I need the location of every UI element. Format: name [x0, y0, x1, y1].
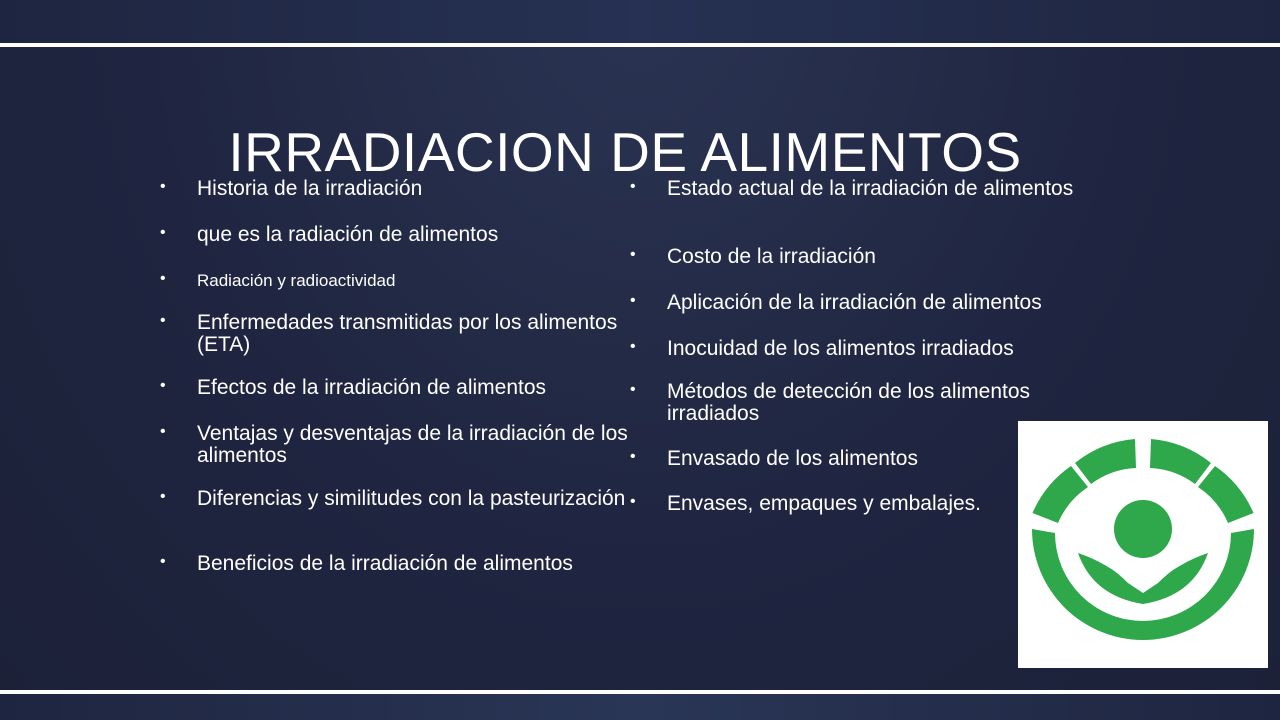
- bullet-icon: •: [630, 493, 636, 510]
- list-item: • Efectos de la irradiación de alimentos: [160, 376, 547, 399]
- list-item: • Radiación y radioactividad: [160, 270, 396, 290]
- bullet-icon: •: [160, 178, 166, 195]
- slide-title: IRRADIACION DE ALIMENTOS: [228, 120, 1022, 183]
- left-bullet-list: [160, 178, 630, 575]
- list-item: • Métodos de detección de los alimentos irradiados: [630, 380, 1031, 425]
- bullet-icon: •: [630, 338, 636, 355]
- list-item: • Historia de la irradiación: [160, 177, 423, 200]
- bullet-icon: •: [630, 292, 636, 309]
- list-item: • Costo de la irradiación: [630, 245, 876, 268]
- bullet-icon: •: [160, 377, 166, 394]
- bullet-icon: •: [160, 224, 166, 241]
- bullet-icon: •: [630, 381, 636, 398]
- bullet-icon: •: [160, 270, 166, 287]
- list-item: • Estado actual de la irradiación de alimentos: [630, 177, 1074, 200]
- list-item: • que es la radiación de alimentos: [160, 223, 499, 246]
- bullet-icon: •: [160, 312, 166, 329]
- bottom-band: [0, 694, 1280, 720]
- list-item: • Envasado de los alimentos: [630, 447, 918, 470]
- bullet-icon: •: [160, 488, 166, 505]
- top-rule: [0, 43, 1280, 47]
- bullet-icon: •: [630, 246, 636, 263]
- list-item: • Aplicación de la irradiación de alimentos: [630, 291, 1042, 314]
- list-item: • Diferencias y similitudes con la pasteurización: [160, 487, 626, 510]
- radura-icon: [1018, 421, 1268, 668]
- bullet-icon: •: [160, 553, 166, 570]
- radura-logo: [1018, 421, 1268, 668]
- list-item: • Envases, empaques y embalajes.: [630, 492, 982, 515]
- top-band: [0, 0, 1280, 44]
- list-item: • Beneficios de la irradiación de alimentos: [160, 552, 573, 575]
- list-item: • Ventajas y desventajas de la irradiación de los alimentos: [160, 422, 628, 467]
- bullet-icon: •: [630, 178, 636, 195]
- list-item: • Enfermedades transmitidas por los alimentos (ETA): [160, 311, 618, 356]
- bullet-icon: •: [630, 448, 636, 465]
- bullet-icon: •: [160, 423, 166, 440]
- list-item: • Inocuidad de los alimentos irradiados: [630, 337, 1014, 360]
